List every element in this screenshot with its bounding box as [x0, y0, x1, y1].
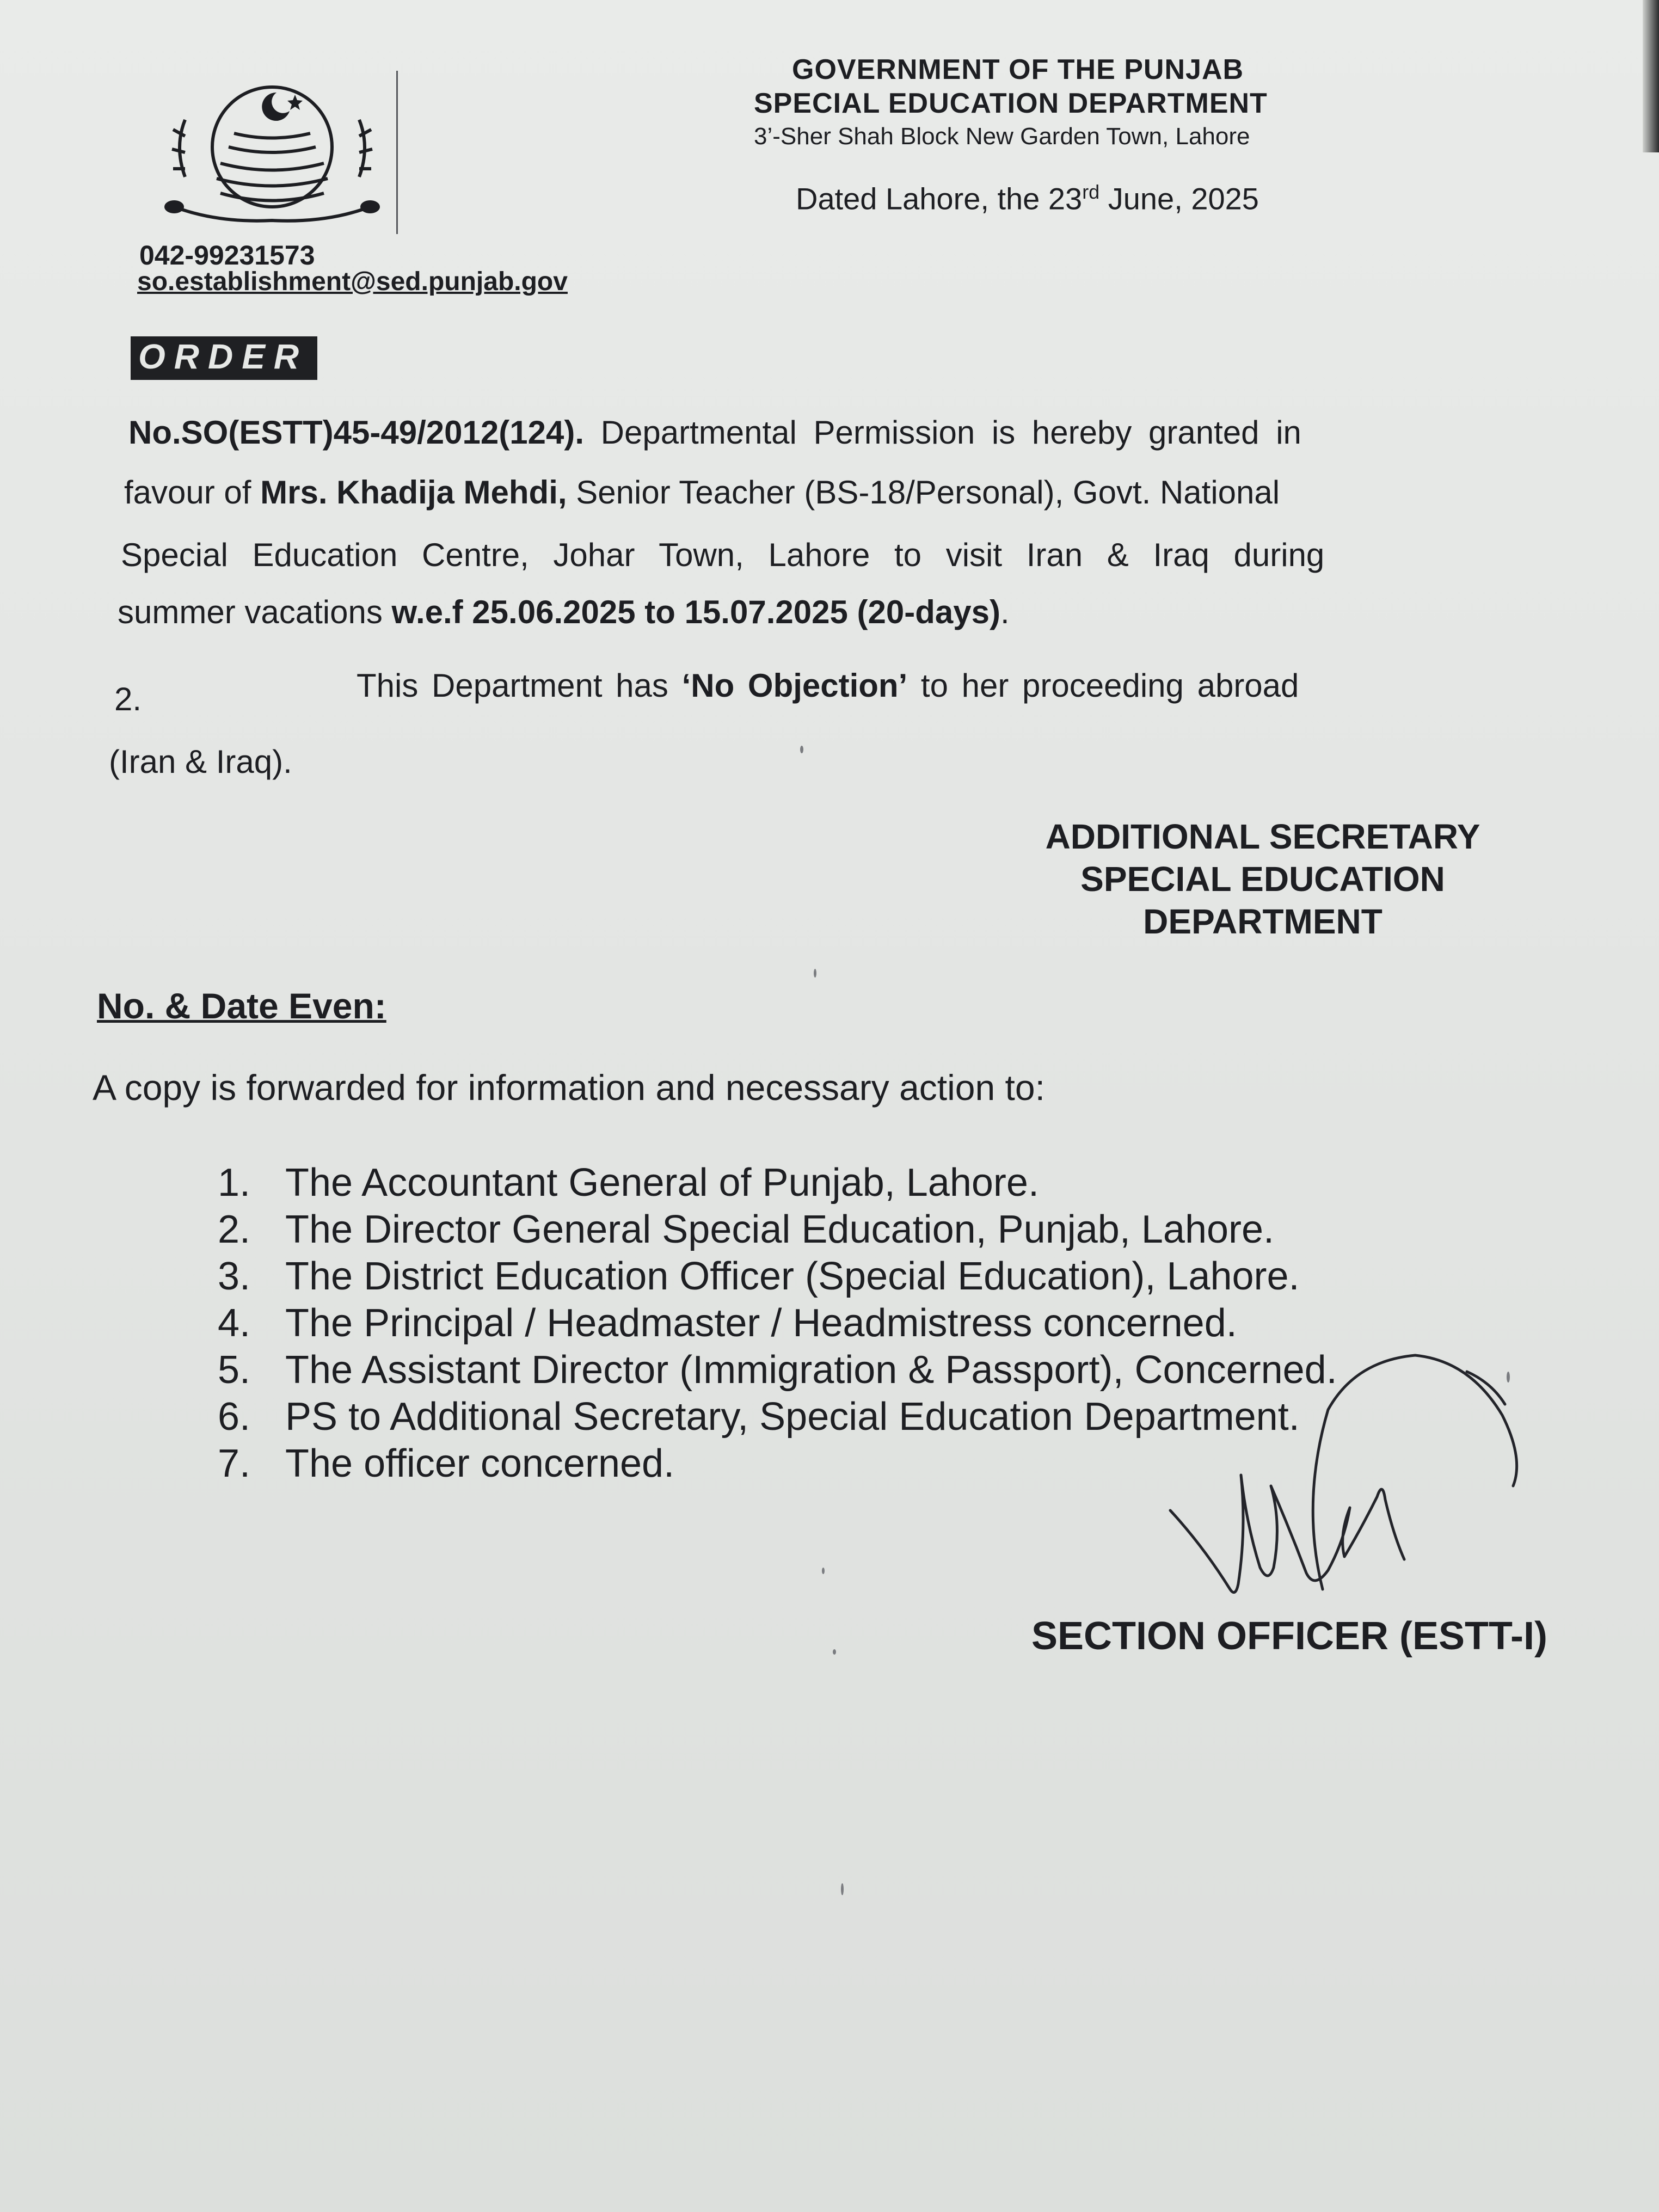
paragraph-1-line-3: Special Education Centre, Johar Town, Lahore to visit Iran & Iraq during	[121, 537, 1325, 573]
paragraph-text: favour of	[124, 474, 261, 511]
copy-heading: No. & Date Even:	[97, 986, 386, 1026]
date-prefix: Dated Lahore, the 23	[796, 181, 1083, 216]
recipient-text: The Director General Special Education, Punjab, Lahore.	[285, 1208, 1275, 1251]
date-suffix: June, 2025	[1099, 181, 1259, 216]
recipient-number: 5.	[218, 1348, 251, 1392]
recipient-item	[218, 1300, 1470, 1347]
office-email: so.establishment@sed.punjab.gov	[137, 267, 568, 296]
visit-period: w.e.f 25.06.2025 to 15.07.2025 (20-days)	[391, 594, 1000, 630]
page-edge-shadow	[1643, 0, 1659, 152]
recipient-item	[218, 1206, 1470, 1253]
recipient-text: PS to Additional Secretary, Special Education Department.	[285, 1395, 1300, 1439]
no-objection-phrase: ‘No Objection’	[681, 667, 908, 704]
recipient-number: 1.	[218, 1161, 251, 1205]
department-title: SPECIAL EDUCATION DEPARTMENT	[754, 88, 1268, 119]
paper-speck	[814, 969, 816, 978]
office-phone: 042-99231573	[139, 240, 315, 271]
recipient-text: The Accountant General of Punjab, Lahore.	[285, 1161, 1039, 1205]
paragraph-1-line-4	[118, 593, 1010, 631]
order-number: No.SO(ESTT)45-49/2012(124).	[128, 414, 584, 451]
order-date	[796, 181, 1340, 217]
date-ordinal: rd	[1082, 181, 1100, 203]
recipient-item	[218, 1253, 1470, 1300]
paper-speck	[833, 1649, 836, 1655]
section-officer-title: SECTION OFFICER (ESTT-I)	[1031, 1614, 1547, 1658]
paragraph-1-line-2	[124, 474, 1280, 511]
recipient-number: 2.	[218, 1208, 251, 1251]
paragraph-2-line-1	[357, 667, 1299, 704]
copy-intro: A copy is forwarded for information and necessary action to:	[93, 1067, 1045, 1108]
office-address: 3’-Sher Shah Block New Garden Town, Lahore	[754, 123, 1250, 150]
recipient-number: 4.	[218, 1301, 251, 1345]
recipient-text: The Assistant Director (Immigration & Passport), Concerned.	[285, 1348, 1337, 1392]
paragraph-2-number: 2.	[114, 681, 142, 717]
paragraph-2-line-2: (Iran & Iraq).	[109, 744, 292, 780]
paragraph-text: .	[1000, 594, 1010, 630]
recipient-number: 6.	[218, 1395, 251, 1439]
person-name: Mrs. Khadija Mehdi,	[260, 474, 567, 511]
handwritten-signature	[1165, 1350, 1535, 1655]
recipient-number: 7.	[218, 1442, 251, 1485]
signatory-title-line-2: SPECIAL EDUCATION	[1080, 859, 1445, 899]
letterhead-divider	[396, 71, 398, 234]
government-title: GOVERNMENT OF THE PUNJAB	[792, 54, 1244, 85]
punjab-government-emblem	[152, 82, 392, 234]
paragraph-text: Senior Teacher (BS-18/Personal), Govt. National	[567, 474, 1280, 511]
paragraph-1-line-1	[128, 414, 1301, 451]
paragraph-text: to her proceeding abroad	[907, 667, 1299, 704]
signatory-title-line-3: DEPARTMENT	[1143, 902, 1382, 941]
recipient-text: The District Education Officer (Special Education), Lahore.	[285, 1255, 1300, 1298]
paper-speck	[841, 1883, 844, 1895]
recipient-number: 3.	[218, 1255, 251, 1298]
recipient-text: The Principal / Headmaster / Headmistress concerned.	[285, 1301, 1237, 1345]
paragraph-text: Departmental Permission is hereby granted in	[583, 414, 1301, 451]
order-label: ORDER	[131, 336, 317, 380]
paper-speck	[822, 1568, 825, 1574]
recipient-text: The officer concerned.	[285, 1442, 675, 1485]
paper-speck	[1507, 1372, 1510, 1382]
paper-speck	[800, 746, 803, 753]
signatory-title-line-1: ADDITIONAL SECRETARY	[1045, 817, 1480, 856]
paragraph-text: This Department has	[357, 667, 682, 704]
paragraph-text: summer vacations	[118, 594, 392, 630]
recipient-item	[218, 1159, 1470, 1206]
